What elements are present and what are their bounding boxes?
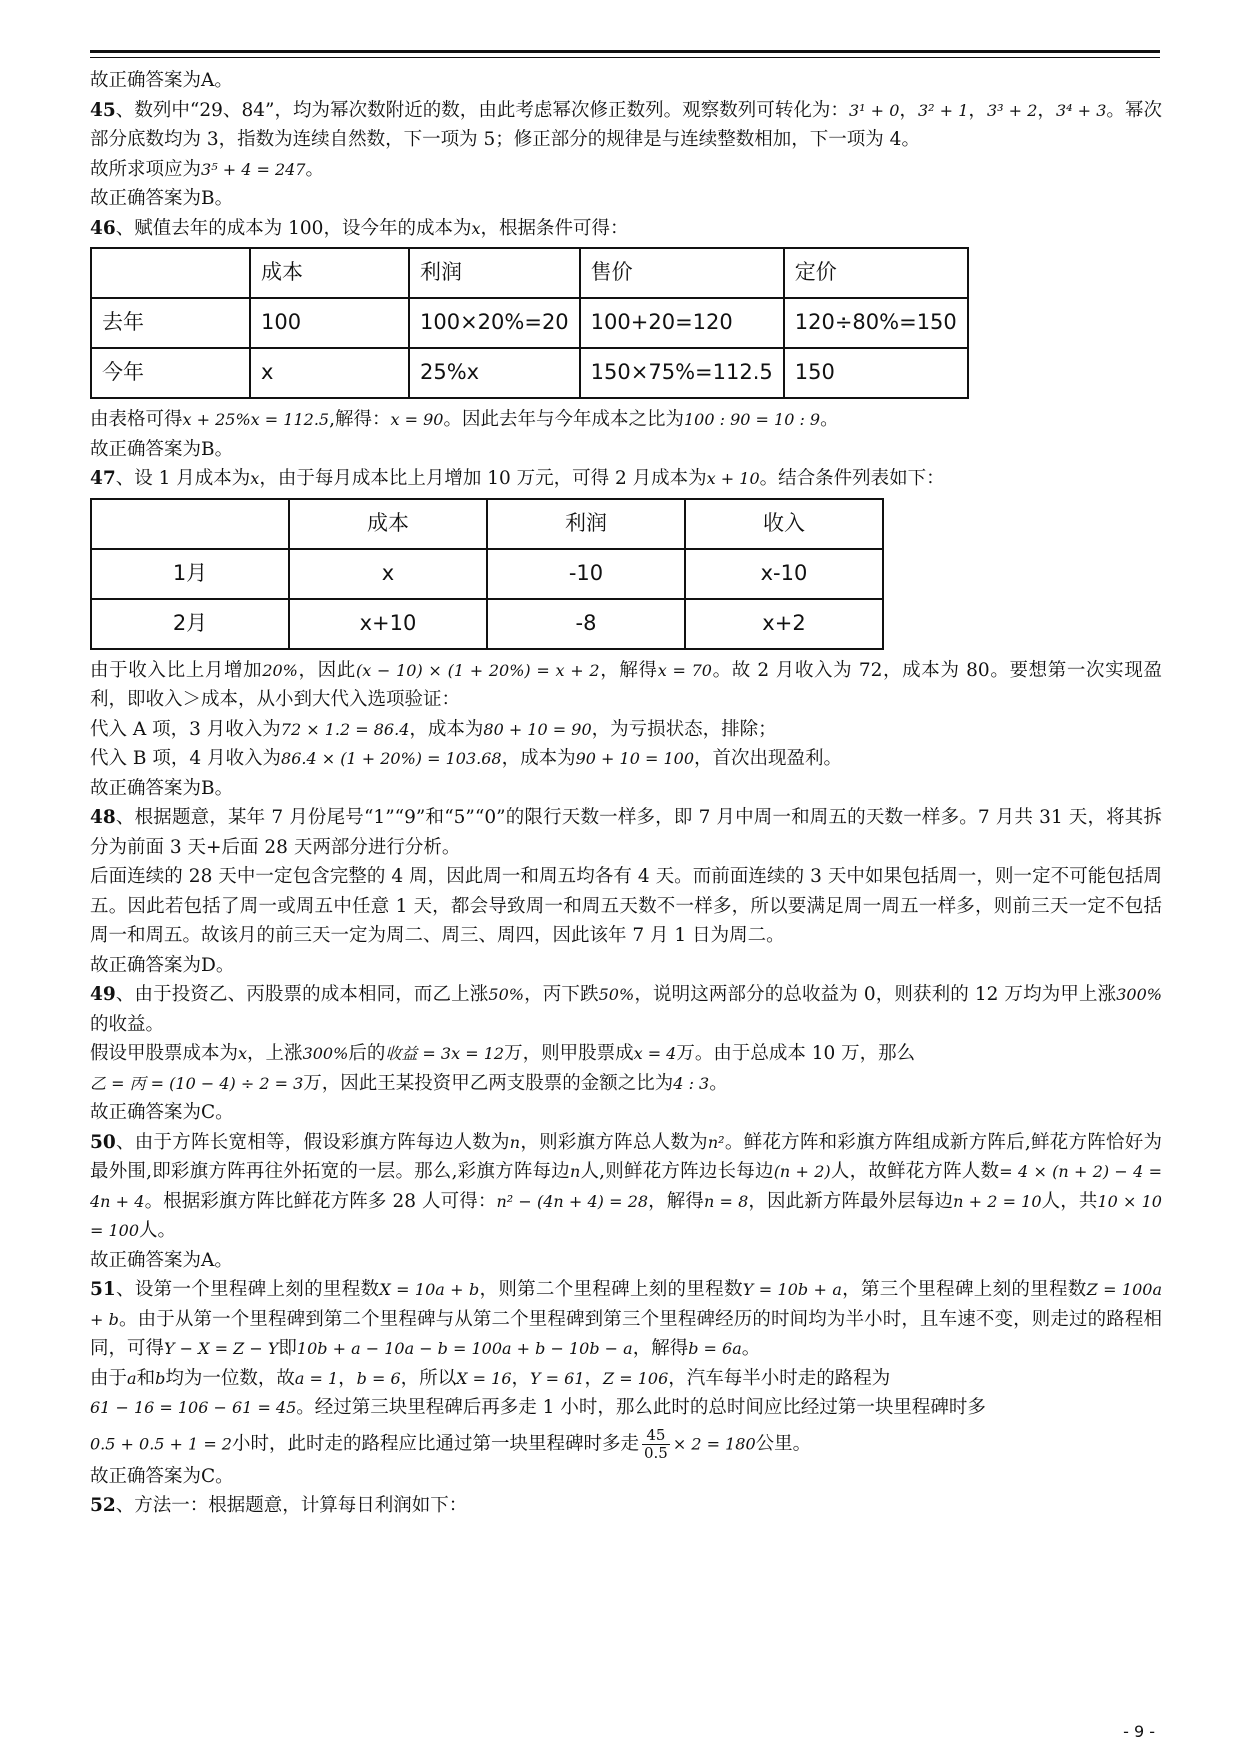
page-number: - 9 -: [1123, 1722, 1155, 1741]
q46-solution-text-2: ,解得：: [329, 409, 391, 430]
q49-solution-text-2: ，上涨: [247, 1043, 303, 1064]
table-cell: 售价: [580, 248, 784, 298]
table-cell: x: [250, 348, 409, 398]
q50-answer: 故正确答案为A。: [90, 1249, 233, 1271]
q51-math-10: Y = 61: [530, 1368, 585, 1388]
table-header-row: [91, 499, 883, 549]
q45-number: 45: [90, 99, 116, 121]
table-cell: 成本: [289, 499, 487, 549]
q49-math-3: 300%: [1116, 985, 1162, 1004]
q47-option-a-text-3: ，为亏损状态，排除；: [591, 718, 777, 740]
q47-option-b-text: 代入 B 项，4 月收入为: [90, 748, 282, 769]
q50-math-3: = 4 × (n + 2) − 4 = 4n + 4: [90, 1162, 1162, 1211]
q51-body: 、设第一个里程碑上刻的里程数: [115, 1279, 380, 1300]
q46-math-3: 100 : 90 = 10 : 9: [683, 410, 821, 429]
q51-body-11: ，所以: [400, 1367, 457, 1389]
table-cell: 120÷80%=150: [784, 298, 968, 348]
q49-math-6: x = 4: [633, 1044, 677, 1063]
q51-body-3: ，第三个里程碑上刻的里程数: [841, 1279, 1087, 1300]
q47-var-x: x: [250, 469, 260, 488]
q51-text-4: [90, 1427, 1162, 1462]
q49-math-5: 收益 = 3x = 12: [385, 1044, 505, 1063]
q50-math-1: n²: [707, 1132, 725, 1152]
q49-body-2: ，丙下跌: [523, 984, 599, 1005]
q45-math-4: 3⁴ + 3: [1055, 100, 1107, 120]
q51-text: [90, 1275, 1162, 1364]
q49-body-4: 均为甲上涨: [1023, 984, 1117, 1005]
q52-number: 52: [90, 1495, 116, 1516]
q47-option-a-math-2: 80 + 10 = 90: [483, 719, 592, 739]
q49-body-3: ，说明这两部分的总收益为 0，则获利的 12 万: [634, 984, 1024, 1005]
q49-solution-text: 假设甲股票成本为: [90, 1043, 239, 1064]
q50-text: [90, 1128, 1162, 1246]
q47-body-2: ，由于每月成本比上月增加 10 万元，可得 2 月成本为: [259, 468, 707, 489]
q47-body-3: 。结合条件列表如下：: [759, 468, 945, 489]
q51-math-14: × 2 = 180: [672, 1434, 756, 1453]
table-cell: -8: [487, 599, 685, 649]
q50-body-9: 人，共: [1041, 1190, 1098, 1212]
q47-table: [90, 498, 884, 650]
table-cell: -10: [487, 549, 685, 599]
q51-body-12: ，汽车每半小时走的路程为: [668, 1367, 891, 1389]
table-cell: 150: [784, 348, 968, 398]
q50-math-5: n = 8: [704, 1191, 749, 1211]
q48-analysis: 后面连续的 28 天中一定包含完整的 4 周，因此周一和周五均各有 4 天。而前面连续的 3 天中如果包括周一，则一定不可能包括周五。因此若包括了周一或周五中任意 1 天，都会导致周一和周五天数不一样多，所以要满足周一周五一样多，则前三天一定不包括周一和周五。故该月的前三天一定为周二、周三、周四，因此该年 7 月 1 日为周二。: [90, 866, 1162, 946]
q50-body-2: ，则彩旗方阵总人数为: [520, 1131, 708, 1153]
q47-option-b-math-1: 86.4 × (1 + 20%) = 103.68: [281, 749, 502, 768]
q50-body-8: ，因此新方阵最外层每边: [748, 1190, 954, 1212]
table-cell: 1月: [91, 549, 289, 599]
q49-math-4: 300%: [302, 1044, 349, 1063]
q51-body-5: 即: [278, 1338, 297, 1359]
q45-conclusion: 故所求项应为3⁵ + 4 = 247。: [90, 158, 324, 180]
q47-solution-text-4: 。故 2 月收入为 72，成本为 80。要想: [711, 659, 1048, 681]
q46-table: [90, 247, 969, 399]
q46-solution: 由表格可得x + 25%x = 112.5,解得：x = 90。因此去年与今年成本之比为100 : 90 = 10 : 9。: [90, 409, 839, 430]
table-cell: x: [289, 549, 487, 599]
q51-answer: 故正确答案为C。: [90, 1465, 234, 1487]
table-cell: 利润: [409, 248, 580, 298]
table-cell: 定价: [784, 248, 968, 298]
q52-text: [90, 1491, 1162, 1521]
q45-conclusion-text: 故所求项应为: [90, 158, 202, 180]
q51-math-11: Z = 106: [603, 1368, 669, 1388]
q51-math-7: a = 1: [294, 1368, 339, 1388]
q50-body-3: 。鲜花方阵和彩旗方阵组成新方阵后,鲜花方阵恰好为最外围,即彩旗方阵再往外拓宽的一层。那么,彩旗方阵每边: [90, 1131, 1162, 1182]
table-cell: 去年: [91, 298, 250, 348]
q49-solution: [90, 1039, 1162, 1069]
q46-text: [90, 214, 1162, 244]
q47-text: [90, 464, 1162, 494]
q45-math-2: 3² + 1: [917, 100, 969, 120]
q51-math-8: b = 6: [356, 1368, 401, 1388]
q51-body-4: 。由于从第一个里程碑到第二个里程碑与从第二个里程碑到第三个里程碑经历的时间均为半小时，且车速不变，则走过的路程相同，可得: [90, 1308, 1163, 1359]
q46-body-2: ，根据条件可得：: [480, 217, 629, 239]
table-cell: x+2: [685, 599, 883, 649]
q47-option-b-text-3: ，首次出现盈利。: [694, 748, 843, 769]
q46-math-1: x + 25%x = 112.5: [182, 410, 330, 429]
q47-option-b-text-2: ，成本为: [501, 748, 576, 769]
q50-math-6: n + 2 = 10: [953, 1191, 1042, 1211]
q51-math-4: Y − X = Z − Y: [164, 1339, 279, 1358]
table-cell: 利润: [487, 499, 685, 549]
q50-math-4: n² − (4n + 4) = 28: [496, 1191, 649, 1211]
q49-math-2: 50%: [598, 985, 635, 1004]
q51-fraction-numerator: 45: [642, 1427, 670, 1445]
header-rule-thick: [90, 50, 1160, 53]
q51-body-13: 。经过第三块里程碑后再多走 1 小时，那么此时的总时间应比经过第一块里程碑时多: [296, 1397, 986, 1418]
q45-math-5: 3⁵ + 4 = 247: [201, 159, 306, 179]
q47-option-a: [90, 715, 1162, 745]
q51-body-14: 小时，此时走的路程应比通过第一块里程碑时多走: [231, 1433, 639, 1454]
q49-answer: 故正确答案为C。: [90, 1102, 234, 1123]
q47-solution-text-3: ，解得: [599, 659, 658, 681]
q51-text-3: [90, 1393, 1162, 1423]
table-cell: 25%x: [409, 348, 580, 398]
q47-math-1: x + 10: [706, 469, 760, 488]
q50-body-4: 人,则鲜花方阵边长每边: [580, 1161, 774, 1182]
q46-var-x: x: [471, 218, 481, 238]
q51-body-8: 由于: [90, 1367, 128, 1389]
table-cell: 150×75%=112.5: [580, 348, 784, 398]
q51-body-2: ，则第二个里程碑上刻的里程数: [479, 1279, 743, 1300]
q47-math-4: x = 70: [657, 660, 712, 680]
q47-option-a-text: 代入 A 项，3 月收入为: [90, 718, 281, 740]
q51-fraction: [642, 1427, 670, 1462]
q45-math-3: 3³ + 2: [986, 100, 1038, 120]
q47-option-b-math-2: 90 + 10 = 100: [575, 749, 695, 768]
q49-text: [90, 980, 1162, 1039]
q50-var-n: n: [509, 1132, 521, 1152]
q51-math-6: b = 6a: [688, 1339, 742, 1358]
q47-solution-text-5: 第一次实现盈利，即收入＞成本，从小到大代入选项验证：: [90, 659, 1162, 710]
q47-solution-text: 由于收入比上月增加: [90, 659, 263, 681]
q48-body-2: 7 月共 31 天，将其拆分为前面 3 天+后面 28 天两部分进行分析。: [90, 807, 1162, 858]
q51-number: 51: [90, 1279, 116, 1300]
q46-math-2: x = 90: [390, 410, 444, 429]
q51-math-2: Y = 10b + a: [742, 1280, 842, 1299]
q47-option-b: [90, 744, 1162, 774]
q51-body-10: 均为一位数，故: [165, 1367, 295, 1389]
table-cell: 今年: [91, 348, 250, 398]
q51-fraction-denominator: 0.5: [644, 1443, 668, 1462]
q51-math-12: 61 − 16 = 106 − 61 = 45: [90, 1398, 297, 1417]
q50-body-7: ，解得: [648, 1190, 704, 1212]
q46-body: 、赋值去年的成本为 100，设今年的成本为: [115, 217, 472, 239]
q49-math-7: 乙 = 丙 = (10 − 4) ÷ 2 = 3: [90, 1073, 304, 1093]
q49-var-x: x: [238, 1044, 248, 1063]
table-cell: [91, 499, 289, 549]
q51-text-2: 由于a和b均为一位数，故a = 1，b = 6，所以X = 16，Y = 61，Z = 106，汽车每半小时走的路程为: [90, 1367, 891, 1389]
q49-solution-text-5: 万。由于总成本 10 万，那么: [676, 1043, 916, 1064]
q48-body: 、根据题意，某年 7 月份尾号“1”“9”和“5”“0”的限行天数一样多，即 7 月中周一和周五的天数一样多。: [115, 807, 978, 828]
table-row: [91, 549, 883, 599]
q49-solution-2: [90, 1069, 1162, 1099]
q45-body-2: 。幂次部分底数均为 3，指数为连续自然数，下一项为 5；修正部分的规律是与连续整数相加，下一项为 4。: [90, 99, 1162, 150]
q49-solution-text-7: 。: [709, 1072, 728, 1094]
q51-math-3: Z = 100a + b: [90, 1280, 1162, 1329]
q50-body-5: 人，故鲜花方阵人数: [830, 1161, 1000, 1182]
table-row: [91, 599, 883, 649]
q51-body-15: 公里。: [755, 1433, 812, 1454]
table-cell: 成本: [250, 248, 409, 298]
q46-solution-text: 由表格可得: [90, 409, 183, 430]
q50-body-6: 。根据彩旗方阵比鲜花方阵多 28 人可得：: [144, 1190, 497, 1212]
q45-text: 45、数列中“29、84”，均为幂次数附近的数，由此考虑幂次修正数列。观察数列可转化为：3¹ + 0，3² + 1，3³ + 2，3⁴ + 3。幂次部分底数均为 3，指数为连续自然数，下一项为 5；修正部分的规律是与连续整数相加，下一项为 4。: [90, 99, 1162, 150]
q45-answer: 故正确答案为B。: [90, 188, 234, 209]
q48-number: 48: [90, 807, 116, 828]
table-cell: 100: [250, 298, 409, 348]
table-cell: [91, 248, 250, 298]
q49-solution-text-3: 后的: [348, 1043, 386, 1064]
q51-math-13: 0.5 + 0.5 + 1 = 2: [90, 1434, 232, 1453]
q47-option-a-math-1: 72 × 1.2 = 86.4: [280, 719, 410, 739]
q51-body-6: ，解得: [632, 1338, 689, 1359]
q51-var-a: a: [127, 1368, 137, 1388]
q47-number: 47: [90, 468, 116, 489]
table-cell: 100×20%=20: [409, 298, 580, 348]
q51-body-7: 。: [741, 1338, 761, 1359]
q51-body-9: 和: [136, 1367, 156, 1389]
q46-answer: 故正确答案为B。: [90, 438, 234, 460]
table-cell: 收入: [685, 499, 883, 549]
table-row: [91, 348, 968, 398]
q48-answer: 故正确答案为D。: [90, 954, 235, 976]
q50-math-7: 10 × 10 = 100: [90, 1191, 1162, 1240]
header-rule-thin: [90, 57, 1160, 58]
q49-body: 、由于投资乙、丙股票的成本相同，而乙上涨: [115, 984, 489, 1005]
table-cell: x+10: [289, 599, 487, 649]
q49-solution-text-4: 万，则甲股票成: [504, 1043, 634, 1064]
q49-number: 49: [90, 984, 116, 1005]
q46-solution-text-3: 。因此去年与今年成本之比为: [443, 409, 684, 430]
q47-math-3: (x − 10) × (1 + 20%) = x + 2: [355, 660, 600, 680]
table-cell: 100+20=120: [580, 298, 784, 348]
q47-math-2: 20%: [262, 660, 298, 680]
q47-option-a-text-2: ，成本为: [409, 718, 484, 740]
q50-body-10: 人。: [139, 1220, 177, 1241]
q47-answer: 故正确答案为B。: [90, 777, 234, 799]
table-cell: x-10: [685, 549, 883, 599]
q47-body: 、设 1 月成本为: [115, 468, 251, 489]
q51-math-5: 10b + a − 10a − b = 100a + b − 10b − a: [296, 1339, 633, 1358]
q45-body: 、数列中“29、84”，均为幂次数附近的数，由此考虑幂次修正数列。观察数列可转化为：: [115, 99, 849, 121]
q45-math-1: 3¹ + 0: [848, 100, 900, 120]
q51-math-1: X = 10a + b: [379, 1280, 480, 1299]
q49-solution-text-6: 万，因此王某投资甲乙两支股票的金额之比为: [303, 1072, 674, 1094]
q51-var-b: b: [155, 1368, 166, 1388]
answer-line: 故正确答案为A。: [90, 70, 233, 91]
q49-body-5: 的收益。: [90, 1013, 165, 1035]
table-row: [91, 298, 968, 348]
q50-var-n-2: n: [569, 1162, 581, 1181]
q47-solution: [90, 656, 1162, 715]
q50-body: 、由于方阵长宽相等，假设彩旗方阵每边人数为: [115, 1131, 510, 1153]
q50-number: 50: [90, 1131, 116, 1153]
q46-number: 46: [90, 217, 116, 239]
table-header-row: [91, 248, 968, 298]
document-body: [90, 66, 1162, 1521]
q50-math-2: (n + 2): [773, 1162, 831, 1181]
q49-math-1: 50%: [488, 985, 524, 1004]
q47-solution-text-2: ，因此: [297, 659, 356, 681]
q48-text: [90, 803, 1162, 862]
q51-math-9: X = 16: [456, 1368, 512, 1388]
table-cell: 2月: [91, 599, 289, 649]
q49-math-8: 4 : 3: [673, 1073, 710, 1093]
q52-body: 、方法一：根据题意，计算每日利润如下：: [115, 1495, 468, 1516]
